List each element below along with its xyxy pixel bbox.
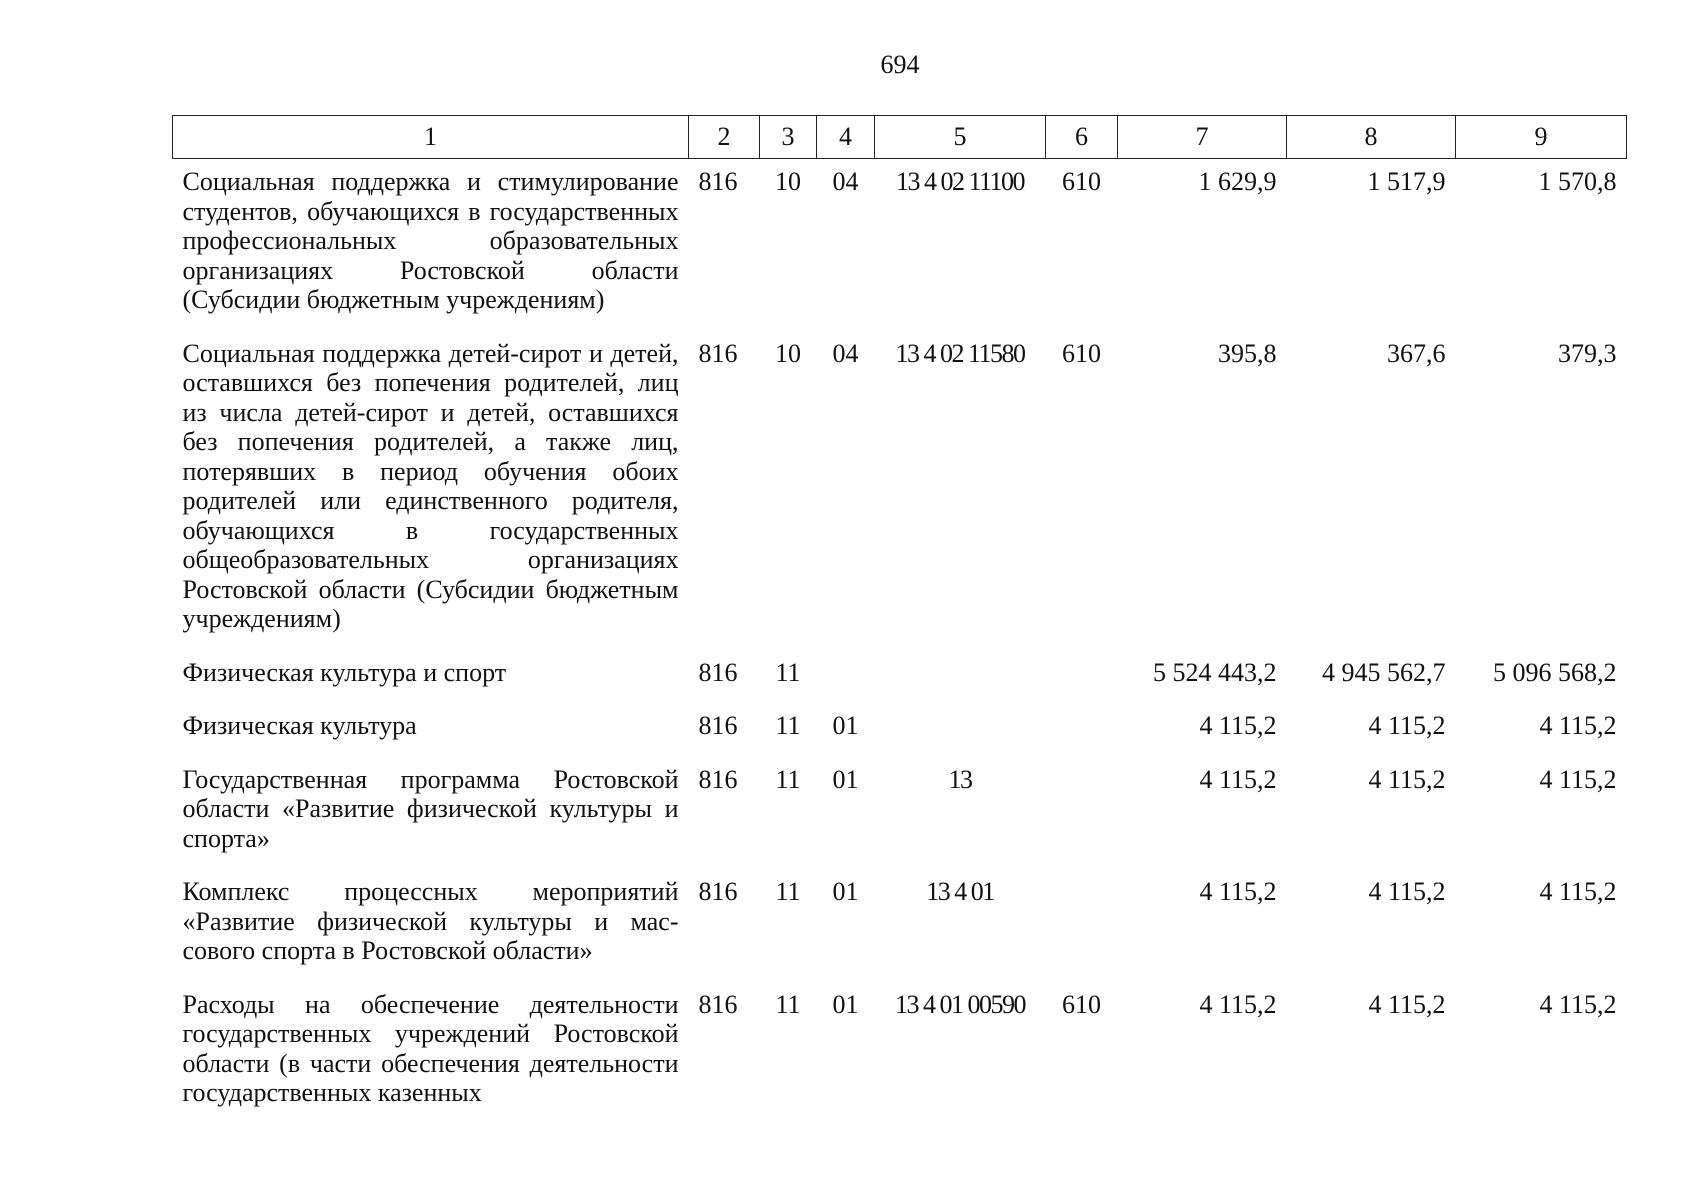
target-article-code: 13 4 02 11580 xyxy=(895,338,1025,368)
target-article-code xyxy=(875,699,1046,753)
column-header-6: 6 xyxy=(1046,116,1118,159)
amount-year-1: 4 115,2 xyxy=(1199,711,1277,740)
column-header-3: 3 xyxy=(760,116,817,159)
table-row xyxy=(173,865,1627,978)
grbs-code: 816 xyxy=(698,764,738,794)
amount-year-2: 1 517,9 xyxy=(1367,167,1446,196)
amount-year-3: 5 096 568,2 xyxy=(1493,657,1617,687)
amount-year-1: 4 115,2 xyxy=(1199,877,1277,906)
amount-year-3: 379,3 xyxy=(1558,338,1617,368)
amount-year-2: 4 945 562,7 xyxy=(1322,657,1446,687)
expense-type-code xyxy=(1046,699,1118,753)
amount-year-2: 4 115,2 xyxy=(1368,764,1446,794)
target-article-code: 13 4 01 xyxy=(926,877,994,906)
amount-year-3: 4 115,2 xyxy=(1539,764,1617,794)
amount-year-2: 4 115,2 xyxy=(1368,711,1446,740)
amount-year-1: 4 115,2 xyxy=(1199,989,1277,1019)
amount-year-3: 4 115,2 xyxy=(1539,711,1617,740)
column-header-8: 8 xyxy=(1287,116,1456,159)
column-header-1: 1 xyxy=(173,116,689,159)
amount-year-1: 1 629,9 xyxy=(1198,167,1277,196)
subsection-code: 04 xyxy=(832,338,859,368)
table-row xyxy=(173,978,1627,1120)
column-header-9: 9 xyxy=(1456,116,1627,159)
row-name: Расходы на обеспечение деятельности государственных учреждений Ростовской области (в части обеспечения деятельности государственных казенных xyxy=(182,989,679,1107)
grbs-code: 816 xyxy=(698,877,738,906)
table-row xyxy=(173,699,1627,753)
header-row xyxy=(173,116,1627,159)
row-name: Государственная программа Ростовской области «Развитие физической культуры и спорта» xyxy=(182,764,679,853)
amount-year-2: 4 115,2 xyxy=(1368,877,1446,906)
amount-year-3: 1 570,8 xyxy=(1538,167,1617,196)
section-code: 10 xyxy=(775,167,801,196)
amount-year-3: 4 115,2 xyxy=(1539,877,1617,906)
column-header-2: 2 xyxy=(689,116,760,159)
target-article-code: 13 4 02 11100 xyxy=(895,167,1025,196)
section-code: 11 xyxy=(775,657,801,687)
row-name: Физическая культура и спорт xyxy=(182,657,507,687)
expense-type-code: 610 xyxy=(1062,338,1101,368)
target-article-code: 13 4 01 00590 xyxy=(895,989,1025,1019)
subsection-code: 01 xyxy=(832,989,859,1019)
subsection-code: 01 xyxy=(832,711,859,740)
amount-year-1: 4 115,2 xyxy=(1199,764,1277,794)
table-row xyxy=(173,159,1627,327)
grbs-code: 816 xyxy=(698,338,738,368)
table-header xyxy=(173,116,1627,159)
budget-table xyxy=(172,115,1627,1120)
expense-type-code xyxy=(1046,865,1118,978)
amount-year-2: 4 115,2 xyxy=(1368,989,1446,1019)
page-number: 694 xyxy=(880,50,920,79)
expense-type-code xyxy=(1046,646,1118,700)
table-row xyxy=(173,646,1627,700)
row-name: Социальная поддержка и стимулирование студентов, обучающихся в государственных профессиональных образовательных организациях Ростовской области (Субсидии бюджетным учреждениям) xyxy=(182,167,679,314)
expense-type-code: 610 xyxy=(1062,167,1101,196)
subsection-code: 01 xyxy=(832,877,859,906)
column-header-4: 4 xyxy=(817,116,875,159)
grbs-code: 816 xyxy=(698,657,738,687)
column-header-7: 7 xyxy=(1118,116,1287,159)
amount-year-3: 4 115,2 xyxy=(1539,989,1617,1019)
section-code: 11 xyxy=(775,711,801,740)
expense-type-code xyxy=(1046,753,1118,866)
section-code: 11 xyxy=(775,989,801,1019)
target-article-code: 13 xyxy=(948,764,972,794)
section-code: 10 xyxy=(775,338,801,368)
amount-year-2: 367,6 xyxy=(1387,338,1446,368)
row-name: Физическая культура xyxy=(182,711,417,740)
expense-type-code: 610 xyxy=(1062,989,1101,1019)
row-name: Социальная поддержка детей-сирот и детей, оставшихся без попечения родителей, лиц из числа детей-сирот и детей, оставшихся без попечения родителей, а также лиц, потерявших в период обучения обоих родителей или единственного родителя, обучающихся в государственных общеобразовательных организациях Ростовской области (Субсидии бюджетным учреждениям) xyxy=(182,338,679,633)
table-row xyxy=(173,753,1627,866)
subsection-code: 04 xyxy=(832,167,859,196)
section-code: 11 xyxy=(775,764,801,794)
subsection-code xyxy=(817,646,875,700)
row-name: Комплекс процессных мероприятий «Развитие физической культуры и массового спорта в Ростовской области» xyxy=(182,877,679,965)
target-article-code xyxy=(875,646,1046,700)
table-row xyxy=(173,327,1627,646)
grbs-code: 816 xyxy=(698,711,738,740)
table-body xyxy=(173,159,1627,1120)
amount-year-1: 5 524 443,2 xyxy=(1153,657,1277,687)
grbs-code: 816 xyxy=(698,167,738,196)
grbs-code: 816 xyxy=(698,989,738,1019)
amount-year-1: 395,8 xyxy=(1218,338,1277,368)
section-code: 11 xyxy=(775,877,801,906)
subsection-code: 01 xyxy=(832,764,859,794)
column-header-5: 5 xyxy=(875,116,1046,159)
